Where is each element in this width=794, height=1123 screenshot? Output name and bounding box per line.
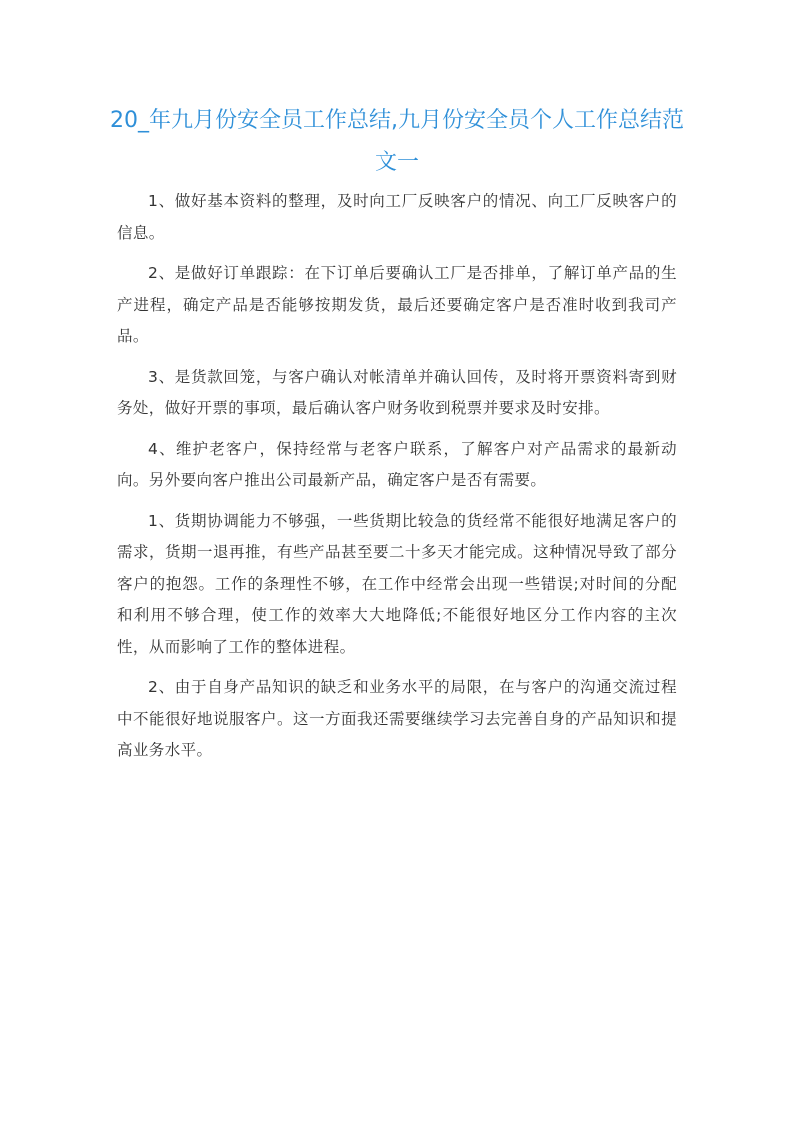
- paragraph-5: 1、货期协调能力不够强，一些货期比较急的货经常不能很好地满足客户的需求，货期一退再推，有些产品甚至要二十多天才能完成。这种情况导致了部分客户的抱怨。工作的条理性不够，在工作中经常会出现一些错误;对时间的分配和利用不够合理，使工作的效率大大地降低;不能很好地区分工作内容的主次性，从而影响了工作的整体进程。: [117, 511, 677, 656]
- paragraph-4: 4、维护老客户，保持经常与老客户联系，了解客户对产品需求的最新动向。另外要向客户推出公司最新产品，确定客户是否有需要。: [117, 439, 677, 489]
- paragraph-6: 2、由于自身产品知识的缺乏和业务水平的局限，在与客户的沟通交流过程中不能很好地说服客户。这一方面我还需要继续学习去完善自身的产品知识和提高业务水平。: [117, 678, 677, 759]
- document-body: [117, 186, 677, 776]
- document-title: 20_年九月份安全员工作总结,九月份安全员个人工作总结范文一: [110, 108, 684, 175]
- paragraph-3: 3、是货款回笼，与客户确认对帐清单并确认回传，及时将开票资料寄到财务处，做好开票的事项，最后确认客户财务收到税票并要求及时安排。: [117, 367, 677, 417]
- paragraph-2: 2、是做好订单跟踪：在下订单后要确认工厂是否排单，了解订单产品的生产进程，确定产品是否能够按期发货，最后还要确定客户是否准时收到我司产品。: [117, 264, 677, 345]
- paragraph-1: 1、做好基本资料的整理，及时向工厂反映客户的情况、向工厂反映客户的信息。: [117, 192, 677, 242]
